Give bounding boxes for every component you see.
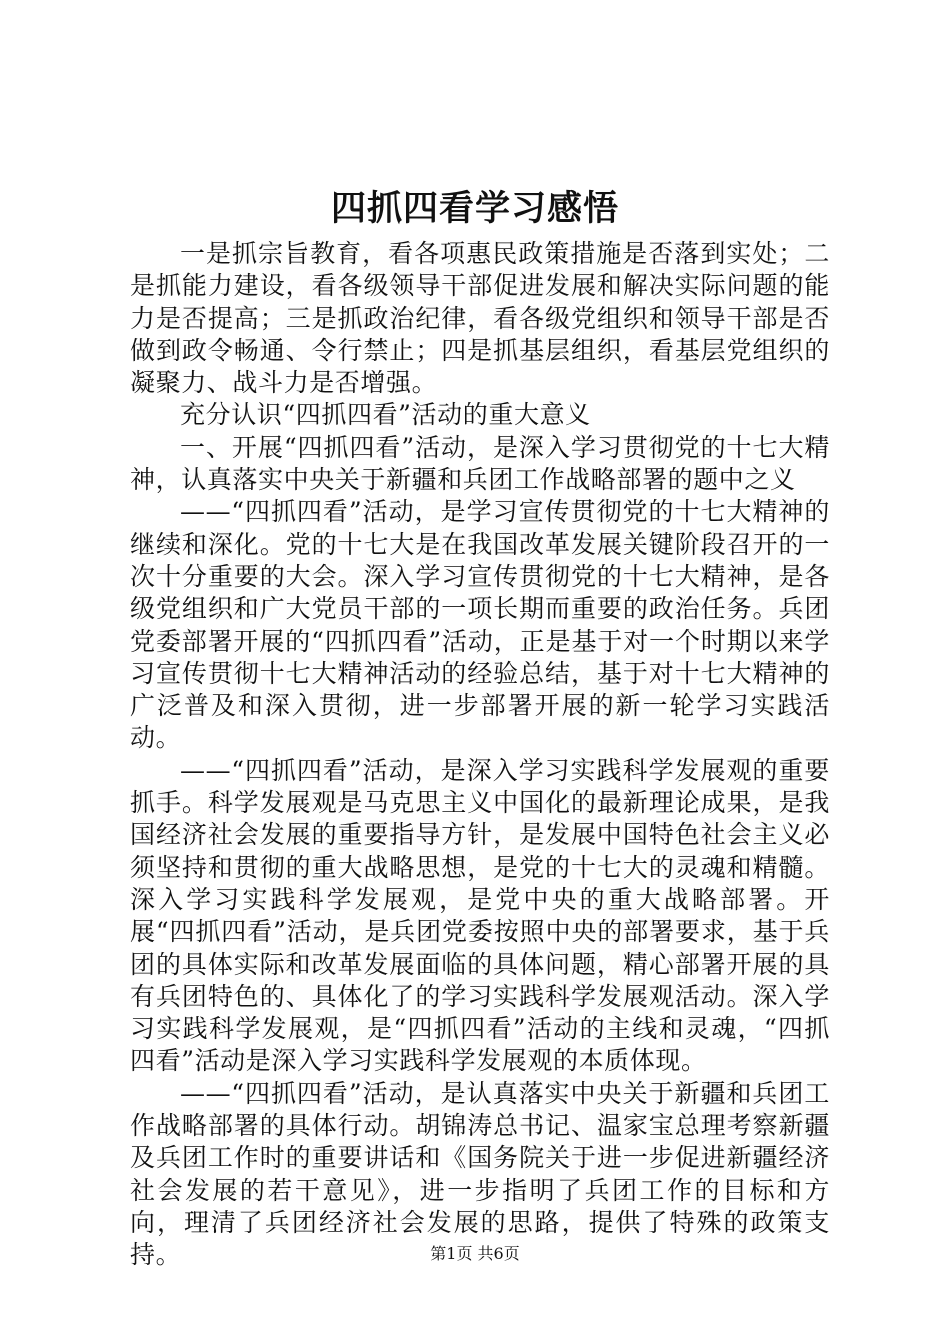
paragraph-point-one: 一、开展“四抓四看”活动，是深入学习贯彻党的十七大精神，认真落实中央关于新疆和兵团工作战略部署的题中之义: [130, 432, 830, 495]
paragraph-scientific-outlook: ——“四抓四看”活动，是深入学习实践科学发展观的重要抓手。科学发展观是马克思主义中国化的最新理论成果，是我国经济社会发展的重要指导方针，是发展中国特色社会主义必须坚持和贯彻的重大战略思想，是党的十七大的灵魂和精髓。深入学习实践科学发展观，是党中央的重大战略部署。开展“四抓四看”活动，是兵团党委按照中央的部署要求，基于兵团的具体实际和改革发展面临的具体问题，精心部署开展的具有兵团特色的、具体化了的学习实践科学发展观活动。深入学习实践科学发展观，是“四抓四看”活动的主线和灵魂，“四抓四看”活动是深入学习实践科学发展观的本质体现。: [130, 755, 830, 1076]
page-number-footer: 第1页 共6页: [430, 1244, 520, 1263]
document-body: [130, 238, 830, 1272]
section-heading-significance: 充分认识“四抓四看”活动的重大意义: [180, 400, 591, 430]
paragraph-concrete-action: ——“四抓四看”活动，是认真落实中央关于新疆和兵团工作战略部署的具体行动。胡锦涛总书记、温家宝总理考察新疆及兵团工作时的重要讲话和《国务院关于进一步促进新疆经济社会发展的若干意见》，进一步指明了兵团工作的目标和方向，理清了兵团经济社会发展的思路，提供了特殊的政策支持。: [130, 1078, 830, 1270]
paragraph-four-grasps-intro: 一是抓宗旨教育，看各项惠民政策措施是否落到实处；二是抓能力建设，看各级领导干部促进发展和解决实际问题的能力是否提高；三是抓政治纪律，看各级党组织和领导干部是否做到政令畅通、令行禁止；四是抓基层组织，看基层党组织的凝聚力、战斗力是否增强。: [130, 239, 830, 398]
document-title: 四抓四看学习感悟: [330, 188, 619, 229]
paragraph-continuation-deepening: ——“四抓四看”活动，是学习宣传贯彻党的十七大精神的继续和深化。党的十七大是在我国改革发展关键阶段召开的一次十分重要的大会。深入学习宣传贯彻党的十七大精神，是各级党组织和广大党员干部的一项长期而重要的政治任务。兵团党委部署开展的“四抓四看”活动，正是基于对一个时期以来学习宣传贯彻十七大精神活动的经验总结，基于对十七大精神的广泛普及和深入贯彻，进一步部署开展的新一轮学习实践活动。: [130, 497, 830, 753]
